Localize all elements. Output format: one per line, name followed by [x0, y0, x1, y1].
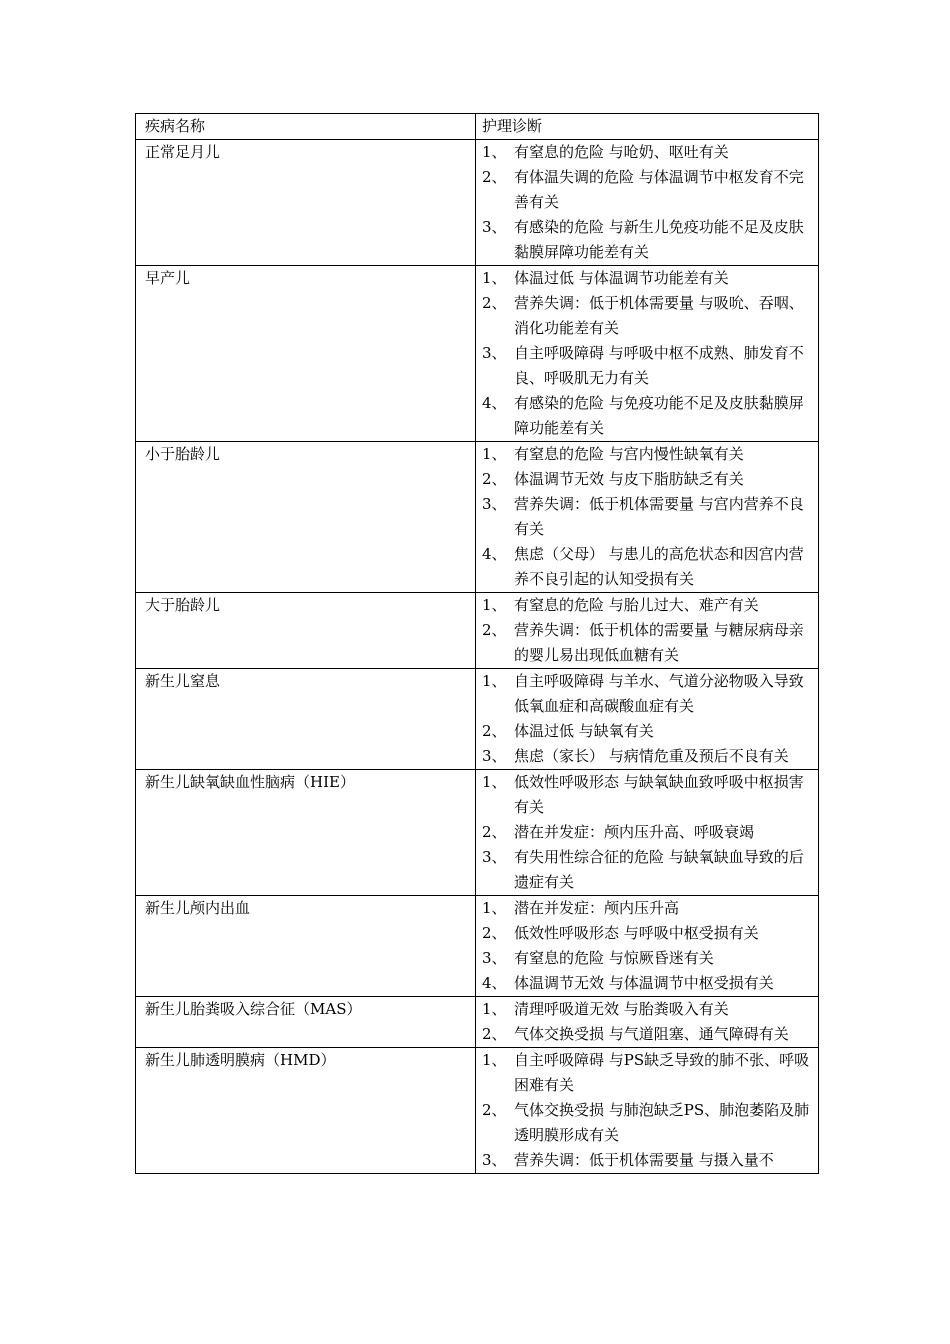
diagnosis-cell: [476, 442, 819, 593]
diagnosis-item-number: 2、: [482, 823, 507, 841]
diagnosis-item-text: 自主呼吸障碍 与PS缺乏导致的肺不张、呼吸困难有关: [514, 1051, 810, 1094]
diagnosis-item-text: 有窒息的危险 与呛奶、呕吐有关: [514, 143, 729, 161]
table-row: [136, 997, 819, 1048]
diagnosis-item-number: 1、: [482, 1051, 507, 1069]
table-row: [136, 896, 819, 997]
diagnosis-cell: [476, 896, 819, 997]
diagnosis-item-text: 焦虑（父母） 与患儿的高危状态和因宫内营养不良引起的认知受损有关: [514, 545, 804, 588]
disease-name-cell: 小于胎龄儿: [136, 442, 476, 593]
diagnosis-item-number: 3、: [482, 747, 507, 765]
disease-name-cell: 新生儿肺透明膜病（HMD）: [136, 1048, 476, 1174]
diagnosis-item-text: 有失用性综合征的危险 与缺氧缺血导致的后遗症有关: [514, 848, 804, 891]
diagnosis-item-number: 4、: [482, 974, 507, 992]
diagnosis-item-number: 2、: [482, 924, 507, 942]
header-nursing-diagnosis: 护理诊断: [476, 114, 819, 140]
diagnosis-item-text: 有体温失调的危险 与体温调节中枢发育不完善有关: [514, 168, 804, 211]
diagnosis-item: [482, 140, 810, 165]
diagnosis-cell: [476, 770, 819, 896]
diagnosis-item-number: 1、: [482, 143, 507, 161]
diagnosis-item-text: 气体交换受损 与气道阻塞、通气障碍有关: [514, 1025, 789, 1043]
diagnosis-item-number: 2、: [482, 1101, 507, 1119]
diagnosis-cell: [476, 266, 819, 442]
table-row: [136, 140, 819, 266]
disease-name-cell: 大于胎龄儿: [136, 593, 476, 669]
diagnosis-item-text: 营养失调：低于机体需要量 与吸吮、吞咽、消化功能差有关: [514, 294, 804, 337]
diagnosis-item-number: 1、: [482, 672, 507, 690]
diagnosis-item-text: 低效性呼吸形态 与呼吸中枢受损有关: [514, 924, 759, 942]
diagnosis-item-text: 气体交换受损 与肺泡缺乏PS、肺泡萎陷及肺透明膜形成有关: [514, 1101, 810, 1144]
diagnosis-item-text: 潜在并发症：颅内压升高: [514, 899, 680, 917]
diagnosis-item: [482, 820, 810, 845]
diagnosis-cell: [476, 593, 819, 669]
diagnosis-item-number: 1、: [482, 773, 507, 791]
diagnosis-item: [482, 921, 810, 946]
diagnosis-item: [482, 1022, 810, 1047]
diagnosis-item-number: 3、: [482, 495, 507, 513]
diagnosis-item-number: 4、: [482, 394, 507, 412]
table-row: [136, 442, 819, 593]
diagnosis-item: [482, 669, 810, 719]
diagnosis-item: [482, 971, 810, 996]
diagnosis-item: [482, 896, 810, 921]
diagnosis-item: [482, 744, 810, 769]
diagnosis-cell: [476, 997, 819, 1048]
diagnosis-item-number: 1、: [482, 445, 507, 463]
disease-name-cell: 早产儿: [136, 266, 476, 442]
disease-name-cell: 新生儿缺氧缺血性脑病（HIE）: [136, 770, 476, 896]
diagnosis-item-text: 有感染的危险 与新生儿免疫功能不足及皮肤黏膜屏障功能差有关: [514, 218, 804, 261]
diagnosis-item-number: 2、: [482, 168, 507, 186]
table-header-row: [136, 114, 819, 140]
diagnosis-item: [482, 1048, 810, 1098]
diagnosis-item-number: 2、: [482, 621, 507, 639]
diagnosis-item: [482, 618, 810, 668]
table-row: [136, 266, 819, 442]
diagnosis-item-text: 营养失调：低于机体的需要量 与糖尿病母亲的婴儿易出现低血糖有关: [514, 621, 804, 664]
disease-name-cell: 正常足月儿: [136, 140, 476, 266]
diagnosis-item-text: 焦虑（家长） 与病情危重及预后不良有关: [514, 747, 789, 765]
diagnosis-item-number: 2、: [482, 1025, 507, 1043]
diagnosis-item: [482, 719, 810, 744]
diagnosis-item-text: 营养失调：低于机体需要量 与宫内营养不良有关: [514, 495, 804, 538]
table-row: [136, 770, 819, 896]
diagnosis-item-text: 低效性呼吸形态 与缺氧缺血致呼吸中枢损害有关: [514, 773, 804, 816]
diagnosis-item: [482, 1098, 810, 1148]
diagnosis-item-number: 3、: [482, 1151, 507, 1169]
diagnosis-item-number: 2、: [482, 470, 507, 488]
diagnosis-item: [482, 341, 810, 391]
diagnosis-cell: [476, 669, 819, 770]
diagnosis-item: [482, 165, 810, 215]
table-body: [136, 140, 819, 1174]
diagnosis-item-number: 3、: [482, 949, 507, 967]
diagnosis-item: [482, 266, 810, 291]
diagnosis-item-text: 有感染的危险 与免疫功能不足及皮肤黏膜屏障功能差有关: [514, 394, 804, 437]
diagnosis-item-text: 体温调节无效 与皮下脂肪缺乏有关: [514, 470, 744, 488]
nursing-diagnosis-table: [135, 113, 819, 1174]
diagnosis-item: [482, 946, 810, 971]
header-disease-name: 疾病名称: [136, 114, 476, 140]
diagnosis-item-text: 清理呼吸道无效 与胎粪吸入有关: [514, 1000, 729, 1018]
diagnosis-item-number: 1、: [482, 269, 507, 287]
diagnosis-item-number: 1、: [482, 899, 507, 917]
table-row: [136, 1048, 819, 1174]
diagnosis-item-number: 3、: [482, 848, 507, 866]
disease-name-cell: 新生儿颅内出血: [136, 896, 476, 997]
diagnosis-item-number: 1、: [482, 596, 507, 614]
diagnosis-item-text: 体温过低 与体温调节功能差有关: [514, 269, 729, 287]
disease-name-cell: 新生儿窒息: [136, 669, 476, 770]
diagnosis-cell: [476, 140, 819, 266]
diagnosis-item: [482, 1148, 810, 1173]
diagnosis-item-text: 潜在并发症：颅内压升高、呼吸衰竭: [514, 823, 755, 841]
diagnosis-item-text: 体温调节无效 与体温调节中枢受损有关: [514, 974, 774, 992]
diagnosis-item-number: 2、: [482, 294, 507, 312]
diagnosis-item-number: 4、: [482, 545, 507, 563]
diagnosis-item: [482, 467, 810, 492]
diagnosis-item-text: 有窒息的危险 与惊厥昏迷有关: [514, 949, 714, 967]
diagnosis-cell: [476, 1048, 819, 1174]
diagnosis-item: [482, 997, 810, 1022]
diagnosis-item-text: 营养失调：低于机体需要量 与摄入量不: [514, 1151, 774, 1169]
diagnosis-item-number: 3、: [482, 344, 507, 362]
table-row: [136, 593, 819, 669]
diagnosis-item: [482, 391, 810, 441]
diagnosis-item-text: 有窒息的危险 与宫内慢性缺氧有关: [514, 445, 744, 463]
diagnosis-item: [482, 845, 810, 895]
diagnosis-item: [482, 593, 810, 618]
diagnosis-item: [482, 291, 810, 341]
diagnosis-item-text: 体温过低 与缺氧有关: [514, 722, 654, 740]
diagnosis-item: [482, 542, 810, 592]
diagnosis-item-number: 1、: [482, 1000, 507, 1018]
diagnosis-item: [482, 215, 810, 265]
diagnosis-item: [482, 770, 810, 820]
table-row: [136, 669, 819, 770]
diagnosis-item-text: 自主呼吸障碍 与呼吸中枢不成熟、肺发育不良、呼吸肌无力有关: [514, 344, 804, 387]
diagnosis-item-number: 2、: [482, 722, 507, 740]
diagnosis-item: [482, 492, 810, 542]
diagnosis-item: [482, 442, 810, 467]
diagnosis-item-text: 有窒息的危险 与胎儿过大、难产有关: [514, 596, 759, 614]
disease-name-cell: 新生儿胎粪吸入综合征（MAS）: [136, 997, 476, 1048]
diagnosis-item-number: 3、: [482, 218, 507, 236]
diagnosis-item-text: 自主呼吸障碍 与羊水、气道分泌物吸入导致低氧血症和高碳酸血症有关: [514, 672, 804, 715]
